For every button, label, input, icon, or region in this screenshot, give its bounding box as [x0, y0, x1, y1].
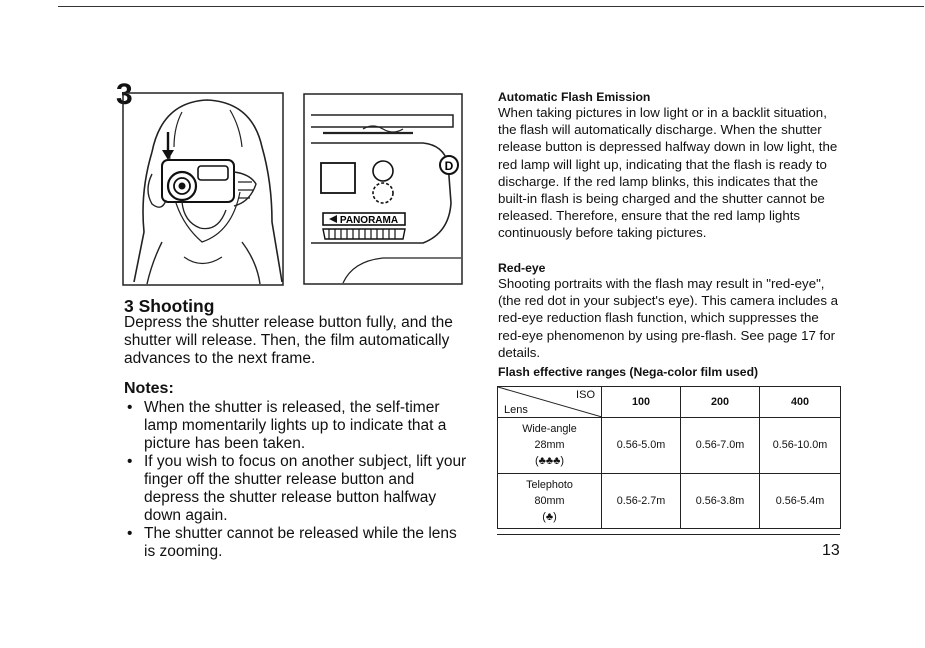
lens-name: Wide-angle: [522, 423, 577, 436]
corner-iso-label: ISO: [576, 389, 595, 401]
top-rule: [58, 6, 924, 7]
lens-cell: [498, 418, 602, 474]
flash-icon: (♣): [542, 510, 557, 523]
list-item: • When the shutter is released, the self-timer lamp momentarily lights up to indicate that a picture has been taken.: [124, 399, 470, 453]
flash-range-table: [497, 386, 841, 529]
lens-cell: [498, 473, 602, 529]
range-cell: 0.56-5.4m: [760, 473, 841, 529]
d-button-label: D: [444, 159, 454, 173]
red-eye-body: Shooting portraits with the flash may result in "red-eye", (the red dot in your subject's eye). This camera includes a red-eye reduction flash function, which suppresses the red-eye phenomenon by using pre-flash. See page 17 for details.: [498, 276, 839, 360]
red-eye-title: Red-eye: [498, 261, 546, 275]
auto-flash-title: Automatic Flash Emission: [498, 90, 651, 104]
table-row: [498, 418, 841, 474]
range-cell: 0.56-3.8m: [681, 473, 760, 529]
auto-flash-body: When taking pictures in low light or in a backlit situation, the flash will automatically discharge. When the shutter release button is depressed halfway down in low light, the red lamp will light up, indicating that the flash is ready to discharge. If the red lamp blinks, this indicates that the built-in flash is being charged and the shutter cannot be released. Therefore, ensure that the red lamp lights continuously before taking pictures.: [498, 105, 838, 241]
camera-detail-illustration: [303, 93, 463, 285]
panorama-label: PANORAMA: [339, 215, 399, 226]
range-cell: 0.56-2.7m: [602, 473, 681, 529]
notes-list: [124, 399, 470, 561]
table-bottom-rule: [497, 534, 840, 535]
table-row: [498, 473, 841, 529]
lens-focal: 80mm: [534, 494, 565, 507]
list-item: • If you wish to focus on another subject, lift your finger off the shutter release button and depress the shutter release button halfway down again.: [124, 453, 470, 525]
page-number: 13: [822, 542, 840, 559]
lens-name: Telephoto: [526, 478, 573, 491]
step-number: 3: [116, 78, 133, 111]
list-item: • The shutter cannot be released while the lens is zooming.: [124, 525, 470, 561]
corner-lens-label: Lens: [504, 404, 528, 416]
shooting-title: 3 Shooting: [124, 296, 215, 316]
range-cell: 0.56-5.0m: [602, 418, 681, 474]
range-cell: 0.56-7.0m: [681, 418, 760, 474]
flash-icon: (♣♣♣): [535, 455, 564, 468]
iso-header-400: 400: [760, 387, 841, 418]
corner-cell: [498, 387, 602, 418]
flash-table-title: Flash effective ranges (Nega-color film used): [498, 365, 759, 379]
shooting-body: Depress the shutter release button fully, and the shutter will release. Then, the film automatically advances to the next frame.: [124, 314, 453, 367]
lens-focal: 28mm: [534, 439, 565, 452]
iso-header-200: 200: [681, 387, 760, 418]
notes-title: Notes:: [124, 380, 174, 397]
iso-header-100: 100: [602, 387, 681, 418]
shooting-illustration: [122, 92, 284, 286]
table-header-row: [498, 387, 841, 418]
range-cell: 0.56-10.0m: [760, 418, 841, 474]
